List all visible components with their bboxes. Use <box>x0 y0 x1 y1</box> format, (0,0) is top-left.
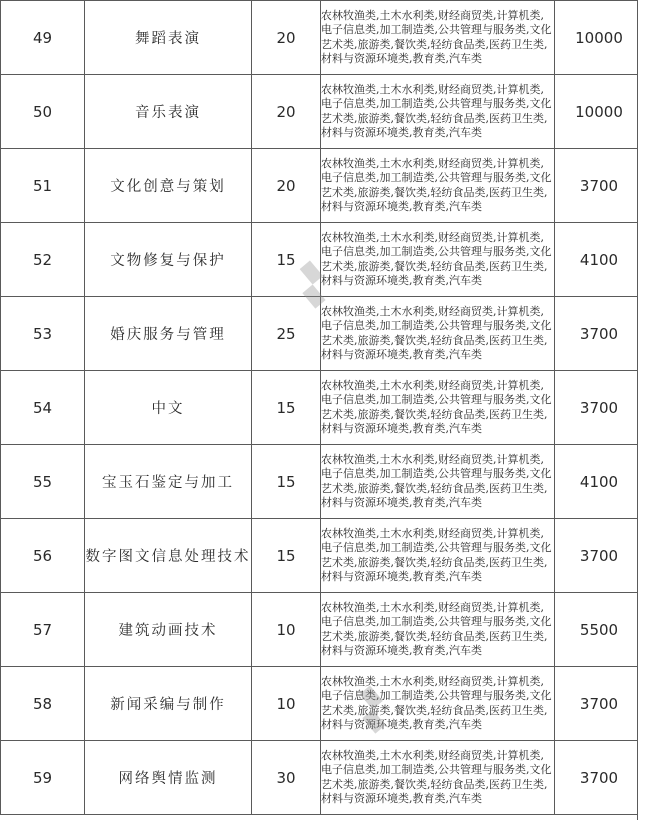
row-number: 49 <box>1 1 85 75</box>
row-number: 57 <box>1 593 85 667</box>
table-row <box>1 223 644 297</box>
row-number: 52 <box>1 223 85 297</box>
program-name: 新闻采编与制作 <box>85 667 252 741</box>
tuition-fee: 3700 <box>555 371 644 445</box>
subject-categories-text: 农林牧渔类,土木水利类,财经商贸类,计算机类,电子信息类,加工制造类,公共管理与服务类,文化艺术类,旅游类,餐饮类,轻纺食品类,医药卫生类,材料与资源环境类,教育类,汽车类 <box>321 156 552 213</box>
tuition-fee: 3700 <box>555 667 644 741</box>
row-number: 56 <box>1 519 85 593</box>
tuition-fee: 3700 <box>555 297 644 371</box>
watermark-mark: ▞ <box>350 686 396 734</box>
table-right-border <box>637 0 638 820</box>
subject-categories <box>321 75 555 149</box>
program-name: 中文 <box>85 371 252 445</box>
subject-categories <box>321 667 555 741</box>
enrollment-count: 15 <box>252 519 321 593</box>
row-number: 54 <box>1 371 85 445</box>
table-row <box>1 741 644 815</box>
table-row <box>1 1 644 75</box>
enrollment-count: 10 <box>252 593 321 667</box>
program-name: 网络舆情监测 <box>85 741 252 815</box>
table-row <box>1 445 644 519</box>
subject-categories <box>321 223 555 297</box>
subject-categories-text: 农林牧渔类,土木水利类,财经商贸类,计算机类,电子信息类,加工制造类,公共管理与服务类,文化艺术类,旅游类,餐饮类,轻纺食品类,医药卫生类,材料与资源环境类,教育类,汽车类 <box>321 674 552 731</box>
subject-categories <box>321 445 555 519</box>
tuition-fee: 5500 <box>555 593 644 667</box>
tuition-fee: 3700 <box>555 519 644 593</box>
tuition-fee: 10000 <box>555 1 644 75</box>
subject-categories <box>321 371 555 445</box>
table-row <box>1 297 644 371</box>
row-number: 58 <box>1 667 85 741</box>
subject-categories-text: 农林牧渔类,土木水利类,财经商贸类,计算机类,电子信息类,加工制造类,公共管理与服务类,文化艺术类,旅游类,餐饮类,轻纺食品类,医药卫生类,材料与资源环境类,教育类,汽车类 <box>321 600 552 657</box>
enrollment-count: 25 <box>252 297 321 371</box>
enrollment-count: 10 <box>252 667 321 741</box>
tuition-fee: 4100 <box>555 223 644 297</box>
tuition-fee: 3700 <box>555 741 644 815</box>
row-number: 59 <box>1 741 85 815</box>
tuition-fee: 4100 <box>555 445 644 519</box>
program-name: 婚庆服务与管理 <box>85 297 252 371</box>
subject-categories <box>321 149 555 223</box>
subject-categories <box>321 297 555 371</box>
table-row <box>1 149 644 223</box>
tuition-fee: 10000 <box>555 75 644 149</box>
enrollment-count: 20 <box>252 1 321 75</box>
table-row <box>1 593 644 667</box>
enrollment-count: 15 <box>252 445 321 519</box>
row-number: 53 <box>1 297 85 371</box>
row-number: 55 <box>1 445 85 519</box>
subject-categories-text: 农林牧渔类,土木水利类,财经商贸类,计算机类,电子信息类,加工制造类,公共管理与服务类,文化艺术类,旅游类,餐饮类,轻纺食品类,医药卫生类,材料与资源环境类,教育类,汽车类 <box>321 230 552 287</box>
enrollment-count: 15 <box>252 371 321 445</box>
program-table-body <box>1 1 644 815</box>
table-row <box>1 667 644 741</box>
program-name: 宝玉石鉴定与加工 <box>85 445 252 519</box>
program-name: 音乐表演 <box>85 75 252 149</box>
enrollment-count: 15 <box>252 223 321 297</box>
program-name: 舞蹈表演 <box>85 1 252 75</box>
subject-categories-text: 农林牧渔类,土木水利类,财经商贸类,计算机类,电子信息类,加工制造类,公共管理与服务类,文化艺术类,旅游类,餐饮类,轻纺食品类,医药卫生类,材料与资源环境类,教育类,汽车类 <box>321 452 552 509</box>
program-name: 数字图文信息处理技术 <box>85 519 252 593</box>
subject-categories-text: 农林牧渔类,土木水利类,财经商贸类,计算机类,电子信息类,加工制造类,公共管理与服务类,文化艺术类,旅游类,餐饮类,轻纺食品类,医药卫生类,材料与资源环境类,教育类,汽车类 <box>321 82 552 139</box>
enrollment-count: 30 <box>252 741 321 815</box>
table-row <box>1 519 644 593</box>
subject-categories <box>321 741 555 815</box>
subject-categories-text: 农林牧渔类,土木水利类,财经商贸类,计算机类,电子信息类,加工制造类,公共管理与服务类,文化艺术类,旅游类,餐饮类,轻纺食品类,医药卫生类,材料与资源环境类,教育类,汽车类 <box>321 304 552 361</box>
subject-categories-text: 农林牧渔类,土木水利类,财经商贸类,计算机类,电子信息类,加工制造类,公共管理与服务类,文化艺术类,旅游类,餐饮类,轻纺食品类,医药卫生类,材料与资源环境类,教育类,汽车类 <box>321 8 552 65</box>
enrollment-count: 20 <box>252 75 321 149</box>
enrollment-count: 20 <box>252 149 321 223</box>
program-name: 文物修复与保护 <box>85 223 252 297</box>
program-name: 建筑动画技术 <box>85 593 252 667</box>
subject-categories-text: 农林牧渔类,土木水利类,财经商贸类,计算机类,电子信息类,加工制造类,公共管理与服务类,文化艺术类,旅游类,餐饮类,轻纺食品类,医药卫生类,材料与资源环境类,教育类,汽车类 <box>321 748 552 805</box>
watermark-mark: ▞ <box>290 261 336 309</box>
row-number: 51 <box>1 149 85 223</box>
program-name: 文化创意与策划 <box>85 149 252 223</box>
subject-categories-text: 农林牧渔类,土木水利类,财经商贸类,计算机类,电子信息类,加工制造类,公共管理与服务类,文化艺术类,旅游类,餐饮类,轻纺食品类,医药卫生类,材料与资源环境类,教育类,汽车类 <box>321 526 552 583</box>
subject-categories <box>321 1 555 75</box>
table-row <box>1 75 644 149</box>
subject-categories-text: 农林牧渔类,土木水利类,财经商贸类,计算机类,电子信息类,加工制造类,公共管理与服务类,文化艺术类,旅游类,餐饮类,轻纺食品类,医药卫生类,材料与资源环境类,教育类,汽车类 <box>321 378 552 435</box>
table-row <box>1 371 644 445</box>
row-number: 50 <box>1 75 85 149</box>
subject-categories <box>321 519 555 593</box>
tuition-fee: 3700 <box>555 149 644 223</box>
subject-categories <box>321 593 555 667</box>
right-margin <box>638 0 662 820</box>
